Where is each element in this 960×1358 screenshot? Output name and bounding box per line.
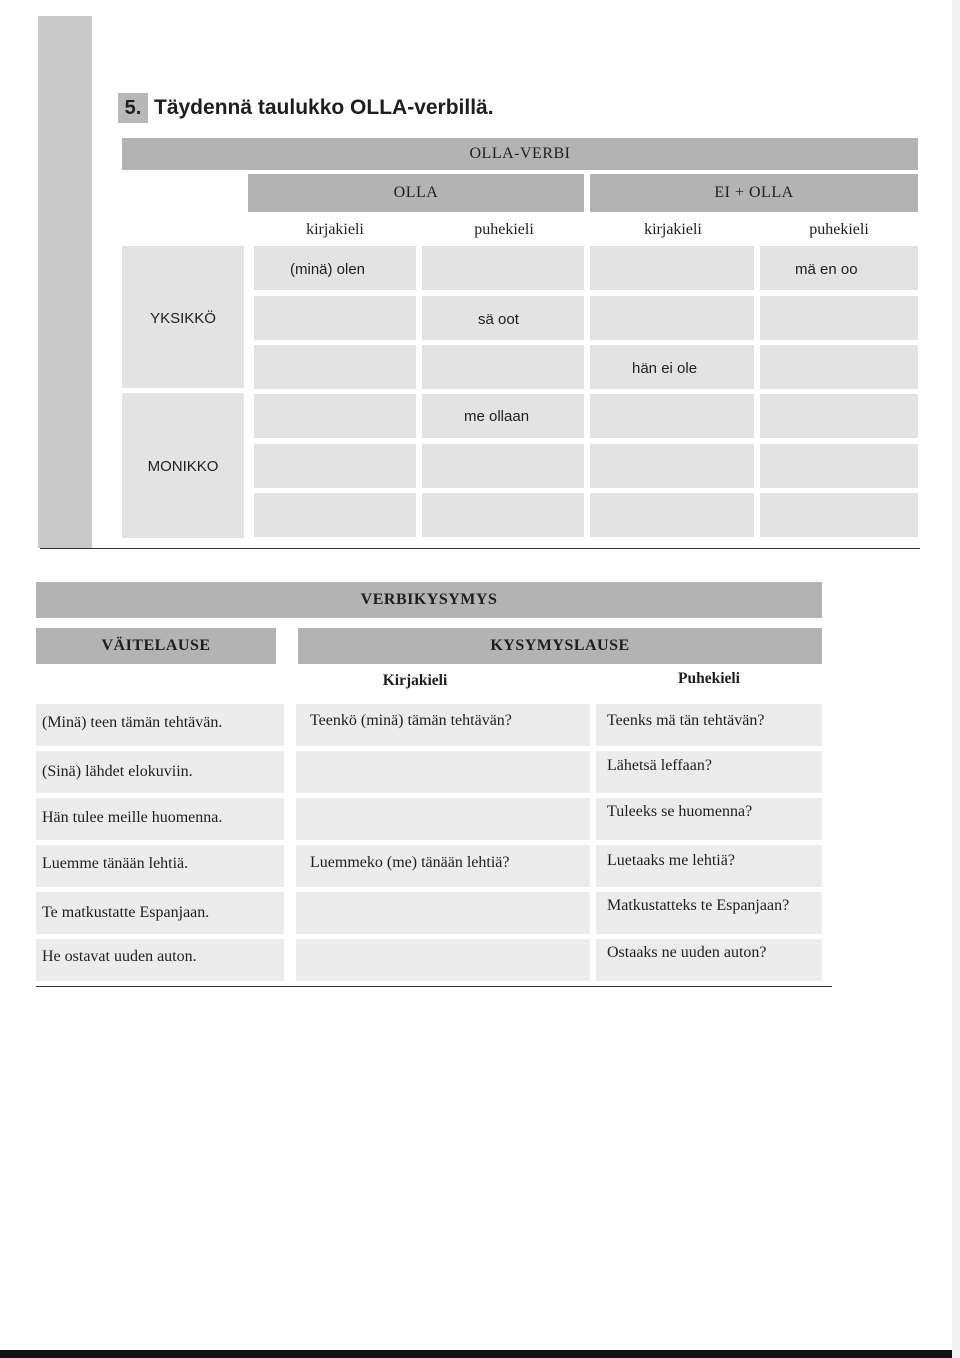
subheader-kirjakieli: Kirjakieli — [382, 672, 448, 689]
spoken-question-1: Teenks mä tän tehtävän? — [607, 712, 765, 729]
olla-group-label: OLLA — [393, 184, 439, 201]
qcell-r5-written[interactable] — [296, 892, 590, 934]
vaitelause-header — [36, 628, 276, 664]
col-header-puhekieli-2: puhekieli — [809, 221, 869, 238]
qcell-r2-written[interactable] — [296, 751, 590, 793]
cell-r5-c2[interactable] — [422, 444, 584, 488]
statement-5: Te matkustatte Espanjaan. — [42, 904, 210, 921]
row-label-monikko: MONIKKO — [147, 458, 219, 475]
cell-r4-c1[interactable] — [254, 394, 416, 438]
prefill-ma-en-oo: mä en oo — [795, 261, 858, 278]
statement-1: (Minä) teen tämän tehtävän. — [42, 714, 223, 731]
kysymyslause-header — [298, 628, 822, 664]
decorative-side-bar — [38, 16, 92, 548]
spoken-question-6: Ostaaks ne uuden auton? — [607, 944, 767, 961]
subheader-puhekieli: Puhekieli — [677, 670, 740, 687]
cell-r2-c4[interactable] — [760, 296, 918, 340]
cell-r2-c1[interactable] — [254, 296, 416, 340]
statement-2: (Sinä) lähdet elokuviin. — [42, 763, 193, 780]
olla-verbi-header — [122, 138, 918, 170]
cell-r5-c4[interactable] — [760, 444, 918, 488]
spoken-question-3: Tuleeks se huomenna? — [607, 803, 753, 820]
spoken-question-4: Luetaaks me lehtiä? — [607, 852, 735, 869]
qcell-r6-written[interactable] — [296, 939, 590, 981]
cell-r6-c3[interactable] — [590, 493, 754, 537]
col-header-kirjakieli-1: kirjakieli — [306, 221, 364, 238]
section-divider-2 — [36, 986, 832, 987]
ei-olla-group-label: EI + OLLA — [714, 184, 794, 201]
exercise-instruction: Täydennä taulukko OLLA-verbillä. — [154, 96, 494, 119]
cell-r6-c2[interactable] — [422, 493, 584, 537]
exercise-title — [118, 92, 494, 124]
ei-olla-group-header — [590, 174, 918, 212]
statement-6: He ostavat uuden auton. — [42, 948, 197, 965]
cell-r1-c3[interactable] — [590, 246, 754, 290]
cell-r6-c1[interactable] — [254, 493, 416, 537]
cell-r4-c4[interactable] — [760, 394, 918, 438]
spoken-question-2: Lähetsä leffaan? — [607, 757, 712, 774]
olla-group-header — [248, 174, 584, 212]
kysymyslause-header-label: KYSYMYSLAUSE — [490, 637, 630, 654]
cell-r5-c1[interactable] — [254, 444, 416, 488]
written-question-4: Luemmeko (me) tänään lehtiä? — [310, 854, 510, 871]
cell-r6-c4[interactable] — [760, 493, 918, 537]
col-header-kirjakieli-2: kirjakieli — [644, 221, 702, 238]
col-header-puhekieli-1: puhekieli — [474, 221, 534, 238]
section-divider-1 — [40, 548, 920, 549]
cell-r3-c4[interactable] — [760, 345, 918, 389]
prefill-me-ollaan: me ollaan — [464, 408, 530, 425]
cell-r4-c3[interactable] — [590, 394, 754, 438]
spoken-question-5: Matkustatteks te Espanjaan? — [607, 897, 790, 914]
cell-r3-c1[interactable] — [254, 345, 416, 389]
qcell-r3-written[interactable] — [296, 798, 590, 840]
olla-verbi-header-label: OLLA-VERBI — [469, 145, 571, 162]
statement-3: Hän tulee meille huomenna. — [42, 809, 223, 826]
vaitelause-header-label: VÄITELAUSE — [101, 637, 211, 654]
row-label-yksikko: YKSIKKÖ — [150, 310, 216, 327]
prefill-sa-oot: sä oot — [478, 311, 519, 328]
exercise-number: 5. — [118, 93, 148, 123]
statement-4: Luemme tänään lehtiä. — [42, 855, 189, 872]
verbikysymys-header — [36, 582, 822, 618]
written-question-1: Teenkö (minä) tämän tehtävän? — [310, 712, 512, 729]
prefill-han-ei-ole: hän ei ole — [632, 360, 698, 377]
cell-r5-c3[interactable] — [590, 444, 754, 488]
scan-bottom-edge — [0, 1350, 960, 1358]
scan-right-edge — [952, 0, 960, 1358]
verbikysymys-header-label: VERBIKYSYMYS — [360, 591, 498, 608]
cell-r3-c2[interactable] — [422, 345, 584, 389]
cell-r2-c3[interactable] — [590, 296, 754, 340]
prefill-mina-olen: (minä) olen — [290, 261, 366, 278]
cell-r1-c2[interactable] — [422, 246, 584, 290]
